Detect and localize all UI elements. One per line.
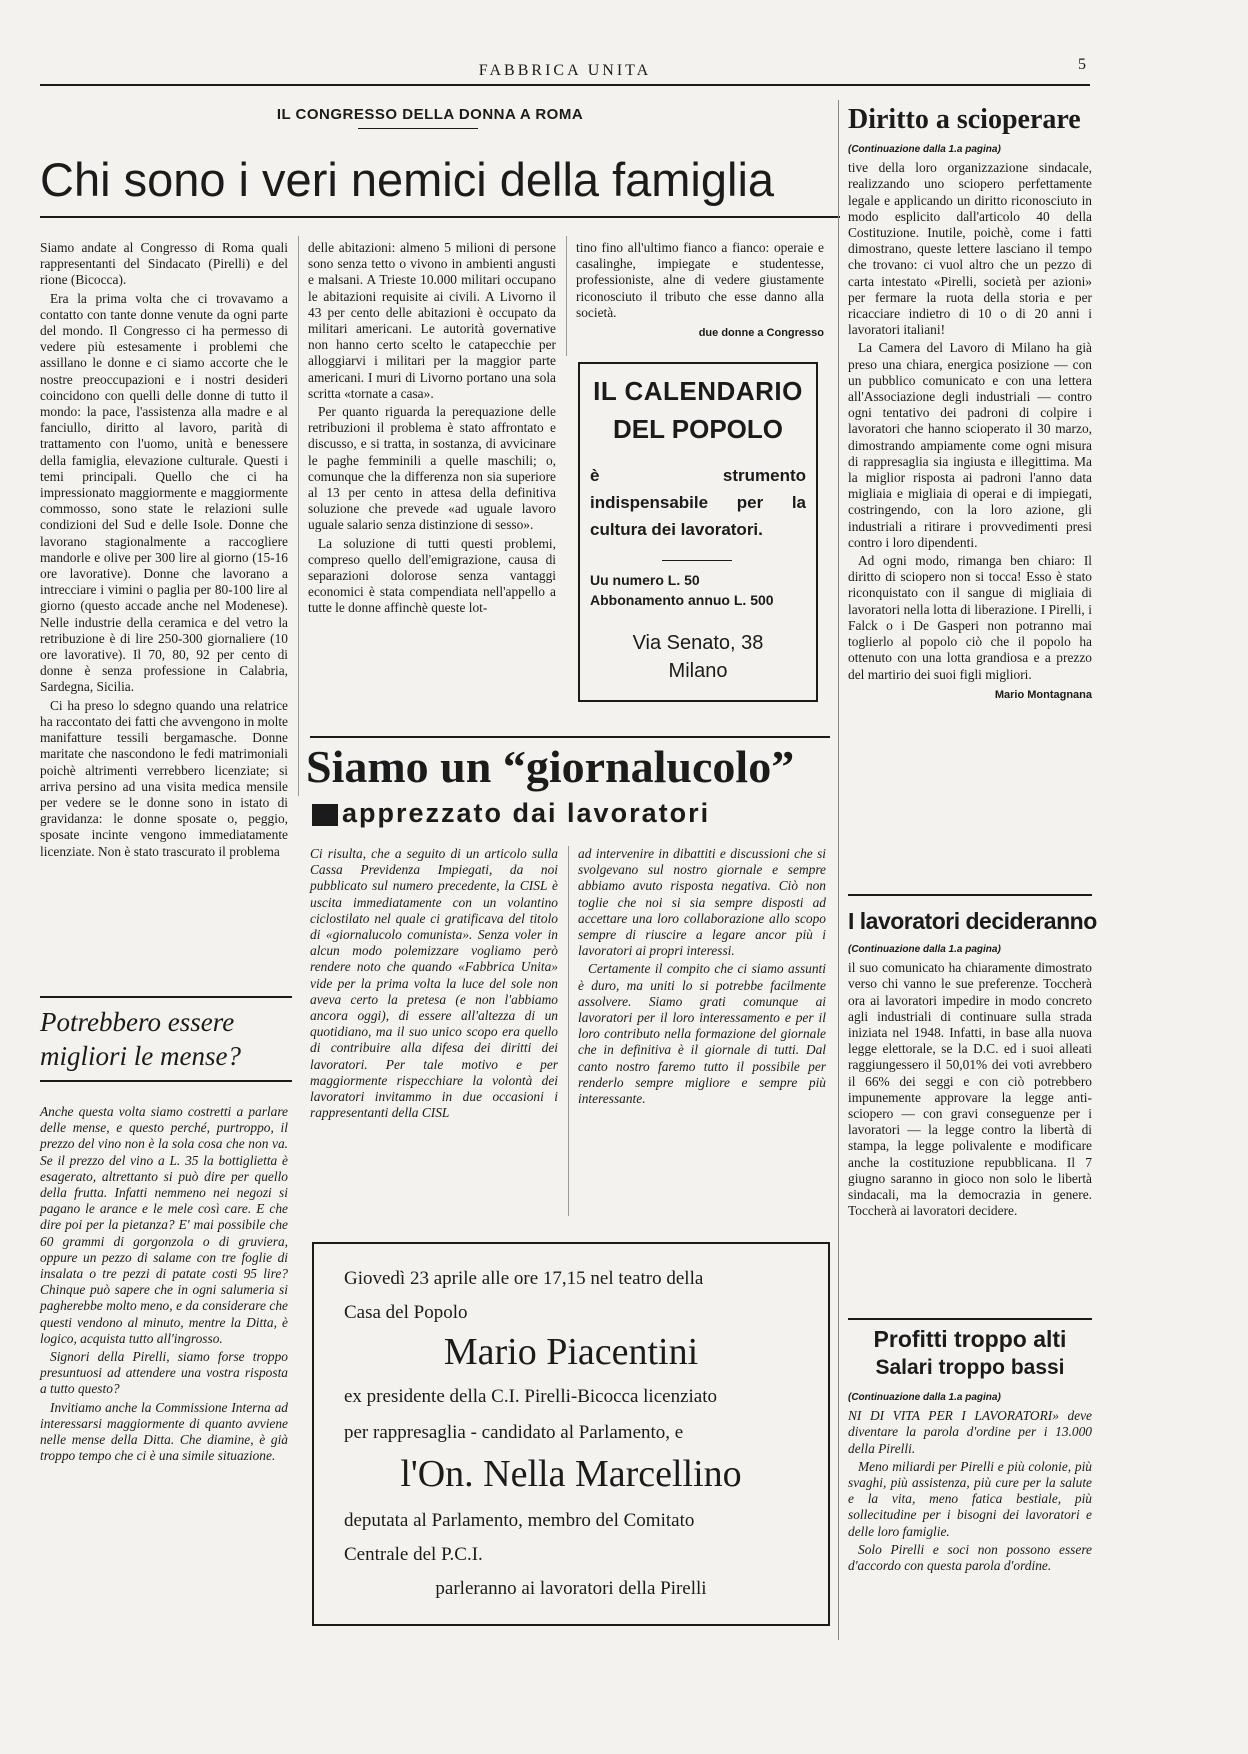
newspaper-icon: [312, 804, 338, 826]
diritto-signature: Mario Montagnana: [994, 688, 1092, 701]
calendario-price-1: Uu numero L. 50: [590, 572, 700, 588]
giornalucolo-column-1: [310, 846, 558, 1123]
main-paragraph: La soluzione di tutti questi problemi, compreso quello dell'emigrazione, causa di separazioni dolorose senza vantaggi economici è stata compendiata nell'appello a tutte le donne affinchè queste lot-: [308, 535, 556, 616]
announcement-box: [312, 1242, 830, 1626]
announcement-name-1: Mario Piacentini: [443, 1331, 699, 1373]
main-column-3: [576, 240, 824, 341]
lavoratori-headline: I lavoratori decideranno: [848, 908, 1097, 934]
mense-headline-2: migliori le mense?: [40, 1041, 241, 1071]
calendario-box: [578, 362, 818, 702]
page-number: 5: [1078, 56, 1086, 73]
profitti-continuation: (Continuazione dalla 1.a pagina): [848, 1392, 1001, 1403]
main-headline: Chi sono i veri nemici della famiglia: [40, 153, 775, 206]
lavoratori-paragraph: il suo comunicato ha chiaramente dimostrato verso chi vanno le sue preferenze. Toccherà ora ai lavoratori impedire in modo concreto agli industriali di continuare sulla strada iniziata nel 1948. Infatti, in base alla nuova legge elettorale, se la D.C. ed i suoi alleati raggiungessero il 50,01% dei voti avrebbero il 66% dei seggi e con ciò potrebbero impunemente approvare la legge anti-sciopero — con gravi conseguenze per i lavoratori — la legge contro la libertà di stampa, la legge polivalente e modificare anche la costituzione repubblicana. Il 7 giugno saranno in gioco non solo le libertà sindacali, ma la democrazia in genere. Toccherà ai lavoratori decidere.: [848, 960, 1092, 1219]
profitti-headline-1: Profitti troppo alti: [873, 1326, 1067, 1352]
giornalucolo-top-rule: [310, 736, 830, 738]
profitti-column: [848, 1388, 1092, 1576]
headline-rule: [40, 216, 840, 218]
profitti-paragraph: Solo Pirelli e soci non possono essere d'accordo con questa parola d'ordine.: [848, 1541, 1092, 1574]
announcement-desc-2: per rappresaglia - candidato al Parlamento, e: [344, 1422, 684, 1443]
main-paragraph: Siamo andate al Congresso di Roma quali rappresentanti del Sindacato (Pirelli) e del rione (Bicocca).: [40, 240, 288, 288]
giornalucolo-paragraph: Ci risulta, che a seguito di un articolo sulla Cassa Previdenza Impiegati, da noi pubblicato sul numero precedente, la CISL è uscita immediatamente con un volantino ciclostilato nel quale ci gratificava del titolo di «giornalucolo comunista». Senza voler in alcun modo polemizzare vogliamo però rendere noto che quando «Fabbrica Unita» vide per la prima volta la luce del sole non aveva certo la pretesa (e non l'abbiamo ancora oggi), di essere all'altezza di un quotidiano, ma il suo unico scopo era quello di contribuire alla difesa dei diritti dei lavoratori. Per tale motivo e per maggiormente rispecchiare la volontà dei lavoratori invitammo in due occasioni i rappresentanti della CISL: [310, 846, 558, 1121]
profitti-paragraph: NI DI VITA PER I LAVORATORI» deve diventare la parola d'ordine per i 13.000 della Pirelli.: [848, 1408, 1092, 1456]
announcement-line-2: Casa del Popolo: [344, 1302, 468, 1323]
mense-bottom-rule: [40, 1080, 292, 1082]
main-paragraph: tino fino all'ultimo fianco a fianco: operaie e casalinghe, impiegate e studentesse, professioniste, alne di vedere giustamente riconosciuto il tributo che esse danno alla società.: [576, 240, 824, 320]
mense-paragraph: Signori della Pirelli, siamo forse troppo presuntuosi ad attendere una vostra risposta a tutto questo?: [40, 1349, 288, 1397]
announcement-desc-5: parleranno ai lavoratori della Pirelli: [435, 1578, 707, 1599]
announcement-name-2: l'On. Nella Marcellino: [400, 1453, 742, 1495]
calendario-price-2: Abbonamento annuo L. 500: [590, 592, 774, 608]
calendario-address-1: Via Senato, 38: [632, 632, 764, 654]
diritto-paragraph: Ad ogni modo, rimanga ben chiaro: Il diritto di sciopero non si tocca! Esso è stato riconquistato con il sangue di migliaia di lavoratori nella lotta di liberazione. I Pirelli, i Falck o i De Gasperi non potranno mai toglierlo al popolo ciò che il popolo ha ottenuto con una lotta grandiosa e a prezzo del martirio dei suoi figli migliori.: [848, 553, 1092, 682]
giornalucolo-column-2: [578, 846, 826, 1109]
diritto-paragraph: La Camera del Lavoro di Milano ha già preso una chiara, energica posizione — con un pubblico comunicato e con una lettera all'Associazione degli industriali — contro ogni tentativo dei padroni di colpire i lavoratori che hanno scioperato il 30 marzo, dimostrando ampiamente come ogni misura di rappresaglia sia ingiusta e illegittima. Ma la miglior risposta ai padroni l'anno data migliaia e migliaia di operai e di impiegati, costringendo, con la loro azione, gli industriali a ritirare i provvedimenti presi contro i loro dipendenti.: [848, 340, 1092, 550]
kicker: IL CONGRESSO DELLA DONNA A ROMA: [276, 106, 584, 123]
main-paragraph: Ci ha preso lo sdegno quando una relatrice ha raccontato dei fatti che avvengono in molte manifatture tessili bergamasche. Donne maritate che nascondono le fedi matrimoniali poichè altrimenti verrebbero licenziate; si arriva persino ad una visita medica mensile per vedere se le donne sono in istato di gravidanza: le donne sposate o, peggio, sposate incinte vengono immediatamente licenziate. Non è stato trascurato il problema: [40, 697, 289, 859]
mense-headline-1: Potrebbero essere: [40, 1007, 235, 1037]
calendario-body: è strumento indispensabile per la cultura dei lavoratori.: [590, 466, 806, 539]
main-paragraph: Per quanto riguarda la perequazione delle retribuzioni il problema è stato affrontato e discusso, e si tratta, in sostanza, di avvicinare le paghe femminili a quelle maschili; o, comunque che la differenza non sia superiore al 13 per cento in attesa della definitiva soluzione che prevede «ad uguale lavoro uguale salario senza distinzione di sesso».: [308, 404, 556, 533]
masthead: FABBRICA UNITA: [478, 62, 652, 79]
main-signature: due donne a Congresso: [698, 327, 824, 340]
giornalucolo-headline: Siamo un “giornalucolo”: [306, 741, 795, 792]
mense-paragraph: Anche questa volta siamo costretti a parlare delle mense, e questo perché, purtroppo, il prezzo del vino non è la sola cosa che non va. Se il prezzo del vino a L. 35 la bottiglietta è esagerato, altrettanto si può dire per quello della frutta. Infatti nemmeno nei negozi si pagano le arance e le mele così care. E che dire poi per la pietanza? E' mai possibile che 60 grammi di gorgonzola o di gruviera, oppure un pezzo di salame con tre foglie di insalata o tre pezzi di patate costi 95 lire? Chinque può sapere che in ogni salumeria si pagherebbe molto meno, e da considerare che questi vendono al minuto, mentre la Ditta, è logico, acquista tutto all'ingrosso.: [40, 1104, 288, 1346]
diritto-paragraph: tive della loro organizzazione sindacale, realizzando uno sciopero perfettamente legale e applicando un diritto riconosciuto in modo esplicito dall'articolo 40 della Costituzione. Inutile, poichè, come i fatti dimostrano, queste lettere lasciano il tempo che trovano: ci vuol altro che un pezzo di carta intestato «Pirelli, società per azioni» per fermare la ruota della storia e per ricacciare indietro di 10 o di 20 anni i lavoratori italiani!: [848, 160, 1092, 338]
announcement-desc-3: deputata al Parlamento, membro del Comitato: [344, 1510, 695, 1531]
column-rule: [838, 100, 839, 1640]
mense-top-rule: [40, 996, 292, 998]
giornalucolo-paragraph: Certamente il compito che ci siamo assunti è duro, ma uniti lo si potrebbe facilmente assolvere. Siamo grati comunque ai lavoratori per il loro interessamento e per il loro contributo nella formazione del giornale che in definitiva è il giornale di tutti. Dal canto nostro faremo tutto il possibile per renderlo sempre migliore e sempre più interessante.: [578, 961, 826, 1107]
lavoratori-column: [848, 940, 1092, 1221]
column-rule: [566, 236, 567, 356]
announcement-line-1: Giovedì 23 aprile alle ore 17,15 nel teatro della: [344, 1268, 704, 1289]
calendario-divider: [662, 560, 732, 561]
lavoratori-top-rule: [848, 894, 1092, 896]
calendario-address-2: Milano: [668, 660, 728, 682]
main-column-2: [308, 240, 556, 619]
giornalucolo-subhead: apprezzato dai lavoratori: [342, 798, 711, 828]
announcement-desc-4: Centrale del P.C.I.: [344, 1544, 483, 1565]
profitti-paragraph: Meno miliardi per Pirelli e più colonie, più svaghi, più assistenza, più cure per la salute e la vita, meno fatica bestiale, più sollecitudine per i bisogni dei lavoratori e delle loro famiglie.: [848, 1458, 1092, 1539]
mense-column: [40, 1104, 288, 1466]
profitti-top-rule: [848, 1318, 1092, 1320]
column-rule: [568, 846, 569, 1216]
header-rule: [40, 84, 1090, 86]
profitti-headline-2: Salari troppo bassi: [875, 1356, 1065, 1379]
calendario-title-2: DEL POPOLO: [613, 414, 783, 444]
announcement-desc-1: ex presidente della C.I. Pirelli-Bicocca licenziato: [344, 1386, 717, 1407]
lavoratori-continuation: (Continuazione dalla 1.a pagina): [848, 944, 1001, 955]
calendario-title-1: IL CALENDARIO: [593, 376, 803, 406]
main-paragraph: delle abitazioni: almeno 5 milioni di persone sono senza tetto o vivono in ambienti angusti e malsani. A Trieste 10.000 militari occupano le abitazioni requisite ai civili. A Livorno il 43 per cento delle abitazioni è occupato da militari americani. Le autorità governative non hanno certo scelto le catapecchie per alloggiarvi i militari per la maggior parte americani. I muri di Livorno portano una sola scritta «tornate a casa».: [308, 240, 556, 401]
diritto-column: [848, 140, 1092, 703]
mense-paragraph: Invitiamo anche la Commissione Interna ad interessarsi maggiormente di quanto avviene nelle mense della Ditta. Che diamine, è già troppo tempo che ci è una simile situazione.: [40, 1399, 288, 1464]
kicker-rule: [358, 128, 478, 129]
diritto-headline: Diritto a scioperare: [848, 104, 1081, 135]
main-column-1: [40, 240, 288, 862]
diritto-continuation: (Continuazione dalla 1.a pagina): [848, 144, 1001, 155]
main-paragraph: Era la prima volta che ci trovavamo a contatto con tante donne venute da ogni parte del mondo. Il Congresso ci ha permesso di vedere più estesamente i problemi che assillano le donne e ci siamo accorte che le nostre preoccupazioni e i nostri desideri coincidono con quelli delle donne di tutto il mondo: la pace, l'assistenza alla madre e al fanciullo, diritto al lavoro, parità di trattamento con l'uomo, unità e benessere della famiglia, elevazione culturale. Questi i temi principali. Quello che ci ha impressionato maggiormente e maggiormente commosso, sono state le relazioni sulle condizioni del Sud e delle Isole. Donne che lavorano stagionalmente a raccogliere mandorle e olive per 300 lire al giorno (15-16 ore lavorative). Donne che lavorano a intrecciare i vimini o paglia per 80-100 lire al giorno (questo accade anche nel Modenese). Nelle industrie della ceramica e del vetro la retribuzione è di lire 250-300 giornaliere (10 ore lavorative). Il 70, 80, 92 per cento di donne è senza professione in Calabria, Sardegna, Sicilia.: [40, 290, 288, 695]
column-rule: [298, 236, 299, 796]
giornalucolo-paragraph: ad intervenire in dibattiti e discussioni che si svolgevano sul nostro giornale e sempre abbiamo avuto risposta negativa. Ciò non toglie che noi si sia sempre disposti ad accettare una loro collaborazione allo scopo sempre di riuscire a legare ancor più i lavoratori ai propri interessi.: [578, 846, 826, 959]
